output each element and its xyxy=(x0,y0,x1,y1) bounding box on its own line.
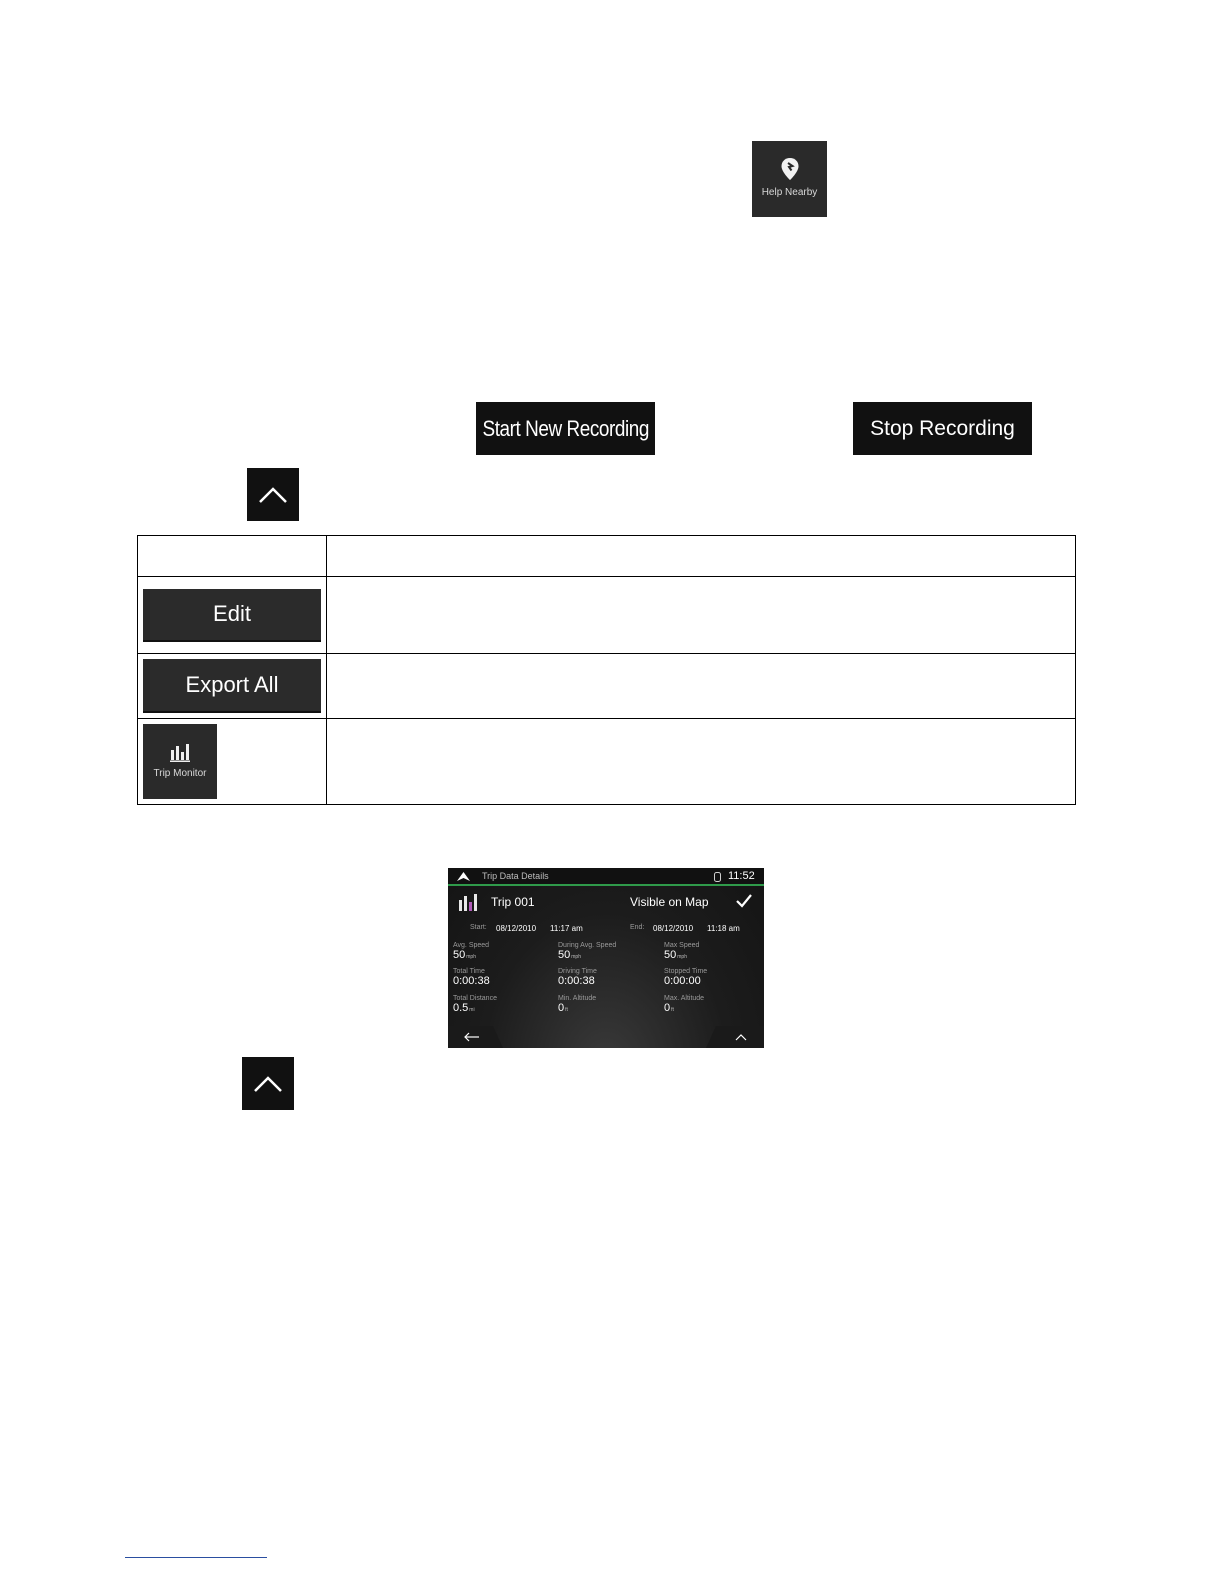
stop-recording-button[interactable] xyxy=(853,402,1032,455)
stat-label: Total Time xyxy=(453,968,485,975)
trip-name: Trip 001 xyxy=(491,895,535,909)
stat-label: Stopped Time xyxy=(664,968,708,975)
stat-label: Total Distance xyxy=(453,995,497,1002)
stat-avg-speed xyxy=(453,942,489,961)
table-cell xyxy=(138,654,327,719)
table-header-row xyxy=(138,536,1076,577)
stat-stopped-time xyxy=(664,968,707,987)
chevron-up-icon xyxy=(258,486,288,504)
end-time: 11:18 am xyxy=(707,924,740,933)
stop-recording-label: Stop Recording xyxy=(870,416,1015,440)
stat-value: 50mph xyxy=(664,949,687,961)
stat-value: 0:00:38 xyxy=(558,975,595,987)
table-cell xyxy=(138,577,327,654)
stat-driving-time xyxy=(558,968,597,987)
trip-monitor-label: Trip Monitor xyxy=(153,768,207,779)
expand-up-button[interactable] xyxy=(242,1057,294,1110)
table-cell xyxy=(327,536,1076,577)
stat-min-altitude xyxy=(558,995,596,1014)
stat-max-altitude xyxy=(664,995,704,1014)
table-row xyxy=(138,719,1076,805)
table-cell xyxy=(327,577,1076,654)
stat-label: Avg. Speed xyxy=(453,942,490,949)
table-cell xyxy=(138,719,327,805)
help-nearby-button[interactable] xyxy=(752,141,827,217)
visible-on-map-checkbox[interactable] xyxy=(736,894,752,908)
stat-label: Max Speed xyxy=(664,942,700,949)
stat-value: 0ft xyxy=(558,1002,568,1014)
stat-value: 0:00:00 xyxy=(664,975,701,987)
table-row xyxy=(138,654,1076,719)
export-all-button[interactable] xyxy=(143,659,321,713)
trip-chart-icon xyxy=(458,893,480,913)
table-cell xyxy=(327,719,1076,805)
status-bar xyxy=(448,868,764,886)
start-time: 11:17 am xyxy=(550,924,583,933)
end-label: End: xyxy=(630,924,645,931)
stat-during-avg-speed xyxy=(558,942,616,961)
footer-divider xyxy=(125,1557,267,1558)
visible-on-map-label: Visible on Map xyxy=(630,895,709,909)
bar-chart-icon xyxy=(170,742,190,762)
navigation-arrow-icon[interactable] xyxy=(457,872,470,881)
export-all-label: Export All xyxy=(185,672,279,697)
stat-value: 0.5mi xyxy=(453,1002,475,1014)
back-arrow-icon[interactable] xyxy=(464,1032,480,1042)
stat-label: Min. Altitude xyxy=(558,995,597,1002)
start-label: Start: xyxy=(470,924,487,931)
stat-value: 50mph xyxy=(453,949,476,961)
expand-up-button[interactable] xyxy=(247,468,299,521)
stat-total-time xyxy=(453,968,491,987)
bottom-bar-shape xyxy=(448,1026,764,1048)
bottom-bar xyxy=(448,1026,764,1048)
trip-data-details-screen xyxy=(448,868,764,1048)
start-date: 08/12/2010 xyxy=(496,924,537,933)
table-cell xyxy=(138,536,327,577)
chevron-up-icon xyxy=(253,1075,283,1093)
stat-value: 0:00:38 xyxy=(453,975,490,987)
stat-value: 50mph xyxy=(558,949,581,961)
location-pin-icon xyxy=(780,157,800,181)
edit-button[interactable] xyxy=(143,589,321,642)
stat-value: 0ft xyxy=(664,1002,674,1014)
table-cell xyxy=(327,654,1076,719)
stat-total-distance xyxy=(453,995,497,1014)
bluetooth-icon xyxy=(714,872,721,882)
trip-monitor-button[interactable] xyxy=(143,724,217,799)
start-new-recording-label: Start New Recording xyxy=(482,415,649,441)
stat-max-speed xyxy=(664,942,699,961)
chevron-up-icon[interactable] xyxy=(735,1033,747,1041)
stat-label: During Avg. Speed xyxy=(558,942,617,949)
table-row xyxy=(138,577,1076,654)
help-nearby-label: Help Nearby xyxy=(761,187,818,198)
edit-label: Edit xyxy=(213,601,251,626)
stat-label: Driving Time xyxy=(558,968,597,975)
screen-title: Trip Data Details xyxy=(482,871,549,881)
button-description-table xyxy=(137,535,1076,805)
start-new-recording-button[interactable] xyxy=(476,402,655,455)
stat-label: Max. Altitude xyxy=(664,995,705,1002)
end-date: 08/12/2010 xyxy=(653,924,694,933)
clock: 11:52 xyxy=(728,870,755,882)
